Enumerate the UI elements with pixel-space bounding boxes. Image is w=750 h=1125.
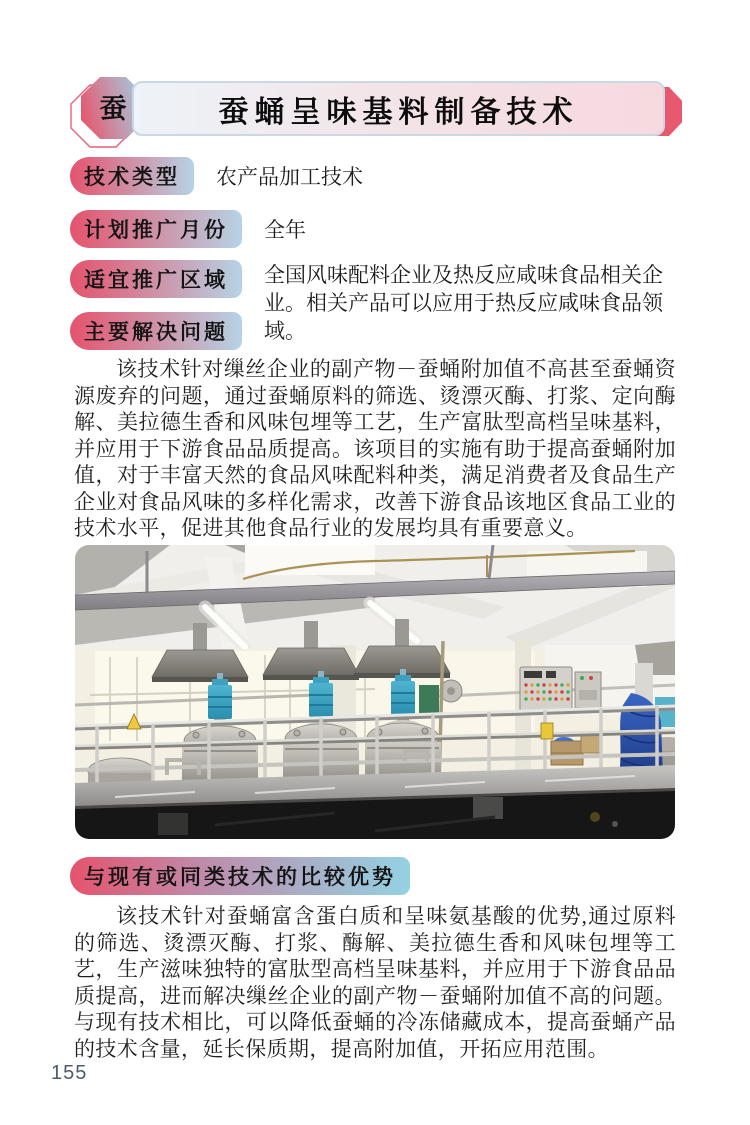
comparison-badge: 与现有或同类技术的比较优势	[70, 857, 410, 895]
months-value: 全年	[264, 218, 306, 242]
page-number: 155	[51, 1062, 88, 1084]
region-badge: 适宜推广区域	[70, 260, 242, 298]
tech-type-value: 农产品加工技术	[216, 165, 363, 189]
title-banner	[132, 81, 665, 136]
tech-type-badge: 技术类型	[70, 157, 194, 195]
field-row-months	[70, 210, 306, 248]
comparison-paragraph: 该技术针对蚕蛹富含蛋白质和呈味氨基酸的优势,通过原料的筛选、烫漂灭酶、打浆、酶解、美拉德生香和风味包埋等工艺，生产滋味独特的富肽型高档呈味基料，并应用于下游食品品质提高，进而解决缫丝企业的副产物－蚕蛹附加值不高的问题。与现有技术相比，可以降低蚕蛹的冷冻储藏成本，提高蚕蛹产品的技术含量，延长保质期，提高附加值，开拓应用范围。	[74, 904, 676, 1061]
problem-paragraph: 该技术针对缫丝企业的副产物－蚕蛹附加值不高甚至蚕蛹资源废弃的问题，通过蚕蛹原料的筛选、烫漂灭酶、打浆、定向酶解、美拉德生香和风味包埋等工艺，生产富肽型高档呈味基料，并应用于下游食品品质提高。该项目的实施有助于提高蚕蛹附加值，对于丰富天然的食品风味配料种类，满足消费者及食品生产企业对食品风味的多样化需求，改善下游食品该地区食品工业的技术水平，促进其他食品行业的发展均具有重要意义。	[74, 357, 676, 540]
region-value: 全国风味配料企业及热反应咸味食品相关企业。相关产品可以应用于热反应咸味食品领域。	[264, 263, 663, 343]
page-title: 蚕蛹呈味基料制备技术	[218, 95, 579, 129]
problem-badge: 主要解决问题	[70, 312, 242, 350]
field-row-tech-type	[70, 157, 363, 195]
field-row-problem	[70, 312, 242, 350]
months-badge: 计划推广月份	[70, 210, 242, 248]
equipment-photo	[75, 545, 675, 839]
category-character: 蚕	[99, 94, 127, 124]
factory-reactors-illustration	[75, 545, 675, 839]
field-row-comparison	[70, 857, 410, 895]
